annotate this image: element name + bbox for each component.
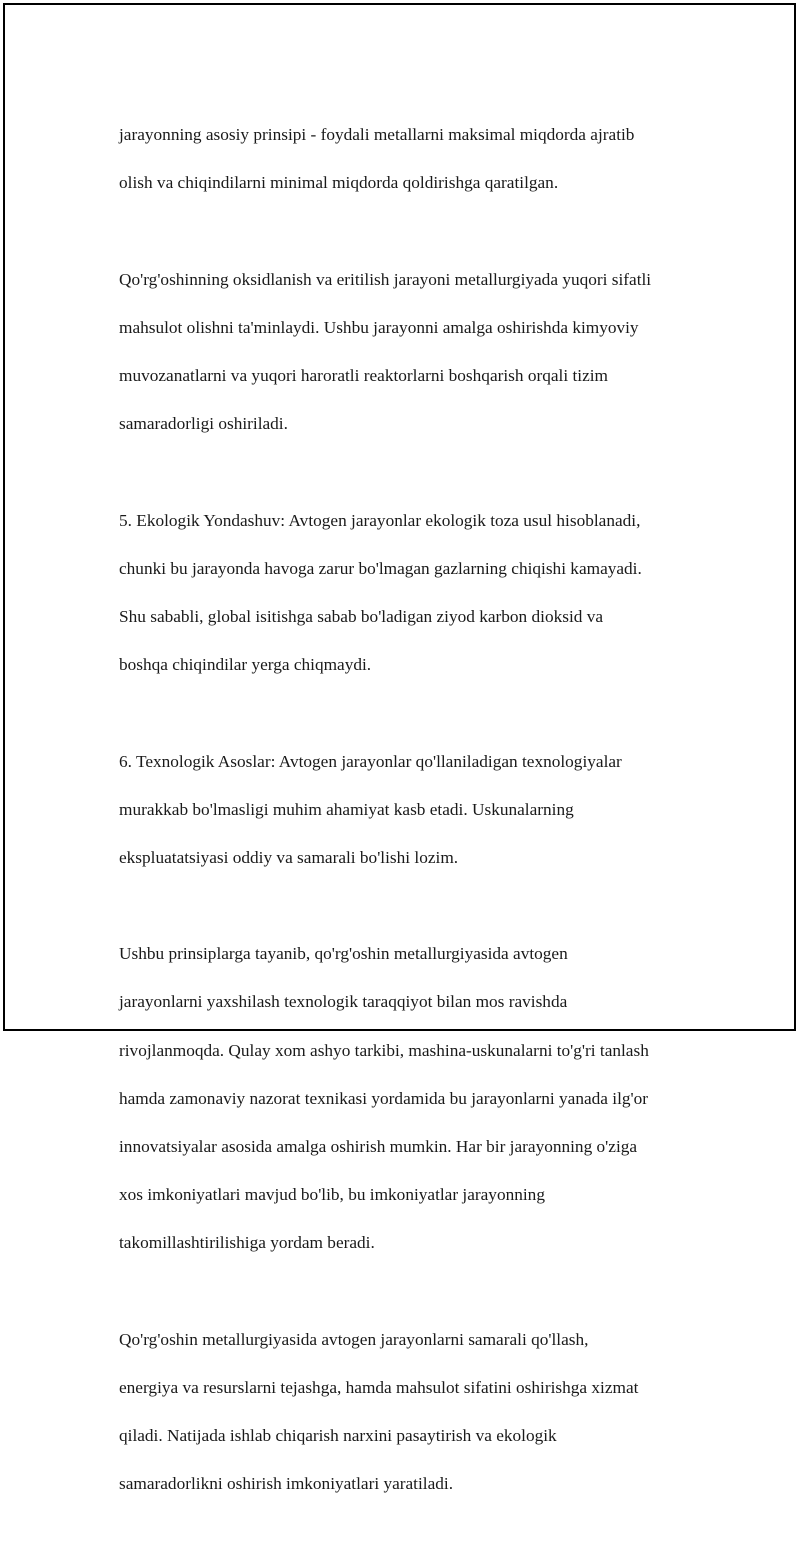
text-line: muvozanatlarni va yuqori haroratli reaktorlarni boshqarish orqali tizim bbox=[119, 366, 608, 386]
paragraph-3-ecological-approach bbox=[119, 485, 709, 702]
text-line: olish va chiqindilarni minimal miqdorda qoldirishga qaratilgan. bbox=[119, 173, 559, 193]
text-line: 5. Ekologik Yondashuv: Avtogen jarayonlar ekologik toza usul hisoblanadi, bbox=[119, 510, 641, 530]
text-line: samaradorlikni oshirish imkoniyatlari yaratiladi. bbox=[119, 1474, 454, 1494]
text-line: Qo'rg'oshinning oksidlanish va eritilish jarayoni metallurgiyada yuqori sifatli bbox=[119, 269, 652, 289]
text-line: boshqa chiqindilar yerga chiqmaydi. bbox=[119, 655, 372, 675]
text-line: hamda zamonaviy nazorat texnikasi yordamida bu jarayonlarni yanada ilg'or bbox=[119, 1088, 649, 1108]
text-line: 6. Texnologik Asoslar: Avtogen jarayonlar qo'llaniladigan texnologiyalar bbox=[119, 751, 622, 771]
text-line: jarayonlarni yaxshilash texnologik taraqqiyot bilan mos ravishda bbox=[119, 992, 568, 1012]
text-line: rivojlanmoqda. Qulay xom ashyo tarkibi, mashina-uskunalarni to'g'ri tanlash bbox=[119, 1040, 649, 1060]
text-line: ekspluatatsiyasi oddiy va samarali bo'lishi lozim. bbox=[119, 847, 459, 867]
text-line: samaradorligi oshiriladi. bbox=[119, 414, 288, 434]
paragraph-6 bbox=[119, 1304, 709, 1521]
text-line: xos imkoniyatlari mavjud bo'lib, bu imkoniyatlar jarayonning bbox=[119, 1185, 545, 1205]
text-line: murakkab bo'lmasligi muhim ahamiyat kasb etadi. Uskunalarning bbox=[119, 799, 574, 819]
paragraph-4-technological-basis bbox=[119, 725, 709, 894]
paragraph-1 bbox=[119, 99, 709, 219]
text-line: qiladi. Natijada ishlab chiqarish narxini pasaytirish va ekologik bbox=[119, 1426, 557, 1446]
document-page bbox=[3, 3, 796, 1494]
text-line: takomillashtirilishiga yordam beradi. bbox=[119, 1233, 375, 1253]
text-line: Ushbu prinsiplarga tayanib, qo'rg'oshin metallurgiyasida avtogen bbox=[119, 944, 568, 964]
text-line: innovatsiyalar asosida amalga oshirish mumkin. Har bir jarayonning o'ziga bbox=[119, 1137, 638, 1157]
text-line: energiya va resurslarni tejashga, hamda mahsulot sifatini oshirishga xizmat bbox=[119, 1377, 639, 1397]
paragraph-5 bbox=[119, 918, 709, 1279]
text-line: chunki bu jarayonda havoga zarur bo'lmagan gazlarning chiqishi kamayadi. bbox=[119, 558, 642, 578]
text-line: jarayonning asosiy prinsipi - foydali metallarni maksimal miqdorda ajratib bbox=[119, 125, 635, 145]
text-line: Qo'rg'oshin metallurgiyasida avtogen jarayonlarni samarali qo'llash, bbox=[119, 1329, 589, 1349]
document-body bbox=[119, 99, 709, 1545]
text-line: Shu sababli, global isitishga sabab bo'ladigan ziyod karbon dioksid va bbox=[119, 606, 604, 626]
paragraph-2 bbox=[119, 244, 709, 461]
text-line: mahsulot olishni ta'minlaydi. Ushbu jarayonni amalga oshirishda kimyoviy bbox=[119, 317, 639, 337]
